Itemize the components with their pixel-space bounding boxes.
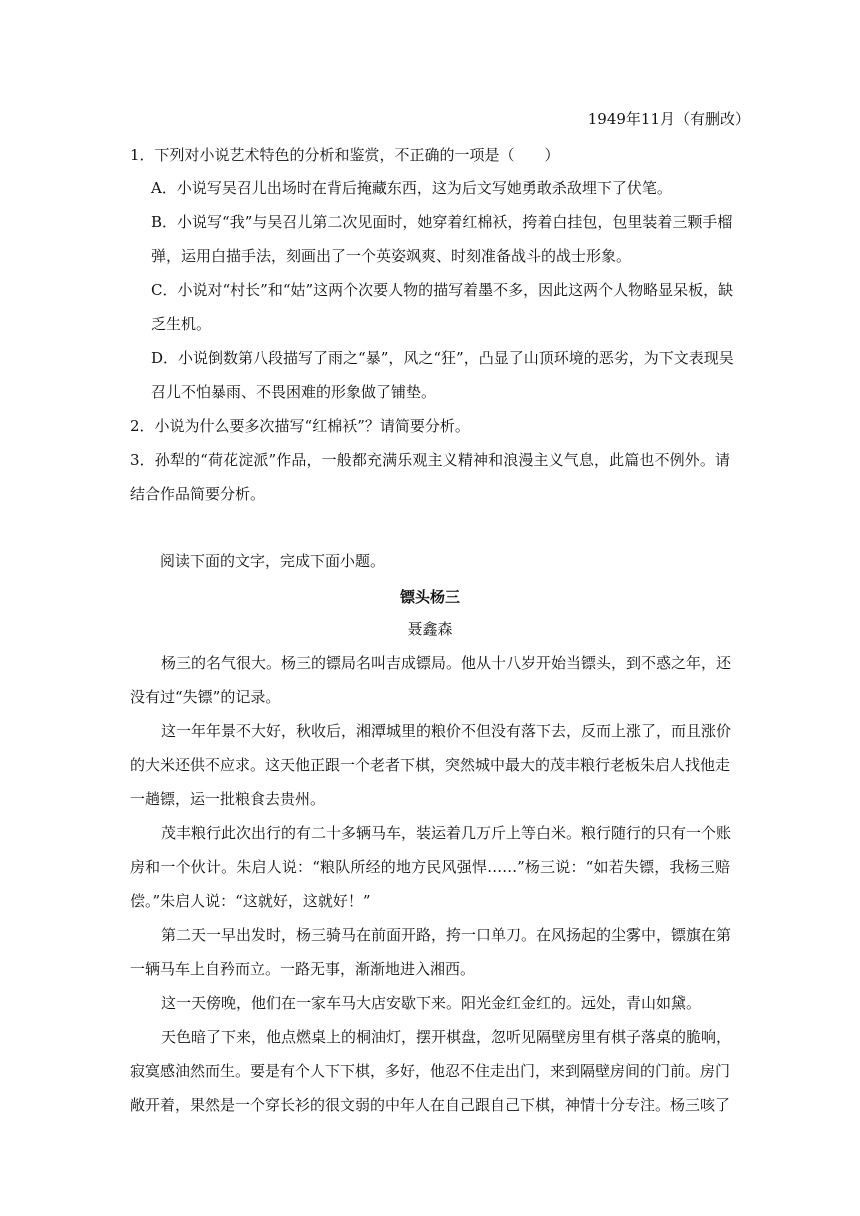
question-3-line-2: 结合作品简要分析。 [130,485,266,503]
question-1-option-c-line-2: 乏生机。 [151,315,212,333]
question-1-option-d-line-1: D．小说倒数第八段描写了雨之“暴”，风之“狂”，凸显了山顶环境的恶劣，为下文表现吴 [151,349,734,367]
reading-instruction: 阅读下面的文字，完成下面小题。 [160,552,386,570]
story-line: 敞开着，果然是一个穿长衫的很文弱的中年人在自己跟自己下棋，神情十分专注。杨三咳了 [130,1096,731,1114]
story-line: 这一年年景不大好，秋收后，湘潭城里的粮价不但没有落下去，反而上涨了，而且涨价 [161,722,732,740]
question-1-option-b-line-2: 弹，运用白描手法，刻画出了一个英姿飒爽、时刻准备战斗的战士形象。 [151,247,632,265]
question-3-line-1: 3．孙犁的“荷花淀派”作品，一般都充满乐观主义精神和浪漫主义气息，此篇也不例外。请 [130,451,730,469]
story-line: 房和一个伙计。朱启人说：“粮队所经的地方民风强悍……”杨三说：“如若失镖，我杨三赔 [130,858,730,876]
question-1-option-a: A．小说写吴召儿出场时在背后掩藏东西，这为后文写她勇敢杀敌埋下了伏笔。 [151,179,672,197]
story-line: 杨三的名气很大。杨三的镖局名叫吉成镖局。他从十八岁开始当镖头，到不惑之年，还 [161,654,732,672]
story-author: 聂鑫森 [407,620,453,638]
question-1-option-d-line-2: 召儿不怕暴雨、不畏困难的形象做了铺垫。 [151,383,437,401]
source-note: 1949年11月（有删改） [587,110,750,128]
story-line: 一辆马车上自矜而立。一路无事，渐渐地进入湘西。 [130,960,476,978]
story-line: 一趟镖，运一批粮食去贵州。 [130,790,326,808]
story-line: 偿。”朱启人说：“这就好，这就好！” [130,892,371,910]
story-line: 没有过“失镖”的记录。 [130,688,281,706]
story-line: 第二天一早出发时，杨三骑马在前面开路，挎一口单刀。在风扬起的尘雾中，镖旗在第 [161,926,732,944]
question-1-option-b-line-1: B．小说写“我”与吴召儿第二次见面时，她穿着红棉袄，挎着白挂包，包里装着三颗手榴 [151,213,733,231]
question-2: 2．小说为什么要多次描写“红棉袄”？请简要分析。 [130,417,470,435]
story-line: 茂丰粮行此次出行的有二十多辆马车，装运着几万斤上等白米。粮行随行的只有一个账 [161,824,732,842]
question-1-stem: 1．下列对小说艺术特色的分析和鉴赏，不正确的一项是（ ） [130,146,560,164]
story-line: 的大米还供不应求。这天他正跟一个老者下棋，突然城中最大的茂丰粮行老板朱启人找他走 [130,756,731,774]
story-line: 天色暗了下来，他点燃桌上的桐油灯，摆开棋盘，忽听见隔壁房里有棋子落桌的脆响， [161,1028,732,1046]
question-1-option-c-line-1: C．小说对“村长”和“姑”这两个次要人物的描写着墨不多，因此这两个人物略显呆板，缺 [151,281,734,299]
story-line: 寂寞感油然而生。要是有个人下下棋，多好，他忍不住走出门，来到隔壁房间的门前。房门 [130,1062,731,1080]
story-title: 镖头杨三 [399,588,460,606]
story-line: 这一天傍晚，他们在一家车马大店安歇下来。阳光金红金红的。远处，青山如黛。 [161,994,702,1012]
